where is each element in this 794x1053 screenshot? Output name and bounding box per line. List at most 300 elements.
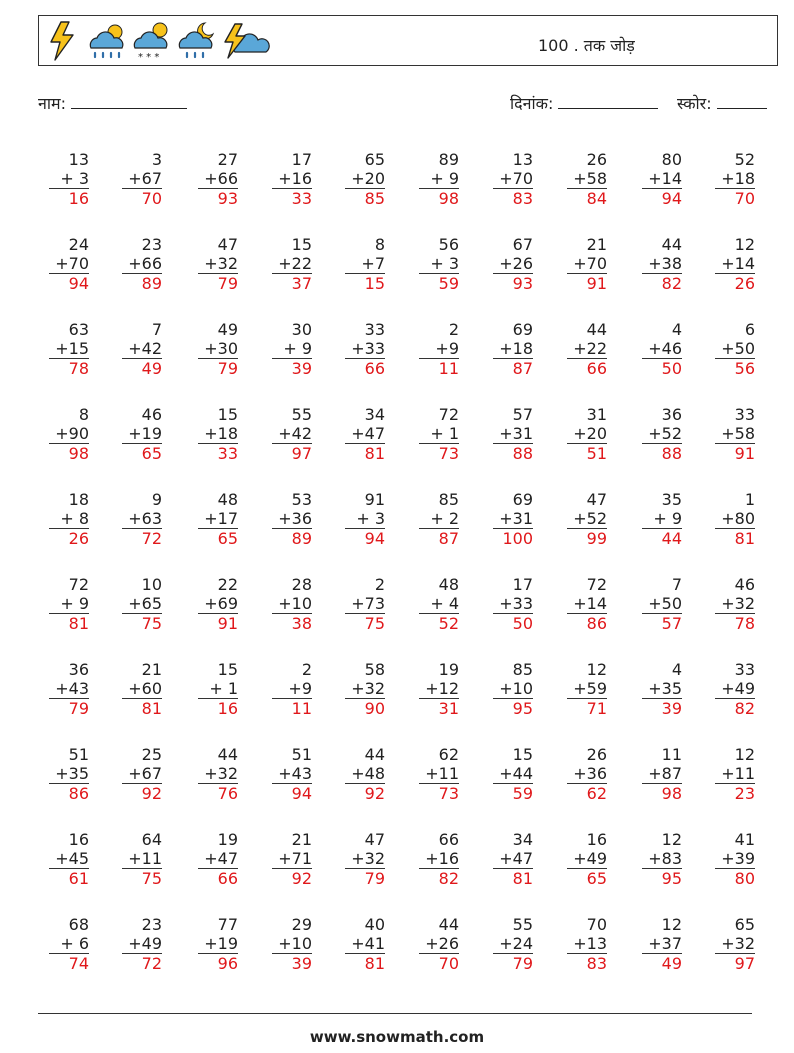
addend-bottom: +73 <box>351 594 385 613</box>
answer[interactable]: 79 <box>493 953 533 973</box>
addend-bottom: + 9 <box>60 594 89 613</box>
score-label: स्कोर: <box>677 94 712 113</box>
addend-top: 47 <box>217 235 238 254</box>
answer[interactable]: 33 <box>272 188 312 208</box>
addend-bottom: +11 <box>128 849 162 868</box>
answer[interactable]: 94 <box>49 273 89 293</box>
addend-bottom: +39 <box>721 849 755 868</box>
addend-bottom: +9 <box>435 339 459 358</box>
addend-top: 77 <box>217 915 238 934</box>
addend-top: 51 <box>291 745 312 764</box>
answer[interactable]: 50 <box>493 613 533 633</box>
addend-bottom: +30 <box>204 339 238 358</box>
addend-bottom: +26 <box>425 934 459 953</box>
answer[interactable]: 86 <box>49 783 89 803</box>
addend-bottom: +70 <box>573 254 607 273</box>
answer[interactable]: 79 <box>345 868 385 888</box>
addition-problem <box>715 745 755 803</box>
addend-bottom: +63 <box>128 509 162 528</box>
answer[interactable]: 81 <box>715 528 755 548</box>
addition-problem <box>567 150 607 208</box>
addend-top: 51 <box>68 745 89 764</box>
addend-bottom: +32 <box>204 254 238 273</box>
addend-top: 23 <box>141 235 162 254</box>
answer[interactable]: 26 <box>715 273 755 293</box>
addend-top: 33 <box>734 405 755 424</box>
addend-top: 44 <box>438 915 459 934</box>
answer[interactable]: 95 <box>493 698 533 718</box>
addend-bottom: +50 <box>721 339 755 358</box>
answer[interactable]: 73 <box>419 443 459 463</box>
addend-bottom: +15 <box>55 339 89 358</box>
addend-bottom: +67 <box>128 169 162 188</box>
answer[interactable]: 26 <box>49 528 89 548</box>
addition-problem <box>493 150 533 208</box>
addend-top: 16 <box>68 830 89 849</box>
addition-problem <box>419 575 459 633</box>
answer[interactable]: 82 <box>419 868 459 888</box>
addition-problem <box>198 660 238 718</box>
answer[interactable]: 92 <box>122 783 162 803</box>
addition-problem <box>198 745 238 803</box>
addend-bottom: +59 <box>573 679 607 698</box>
addend-bottom: +14 <box>648 169 682 188</box>
addend-bottom: +71 <box>278 849 312 868</box>
answer[interactable]: 11 <box>419 358 459 378</box>
addition-problem <box>198 575 238 633</box>
answer[interactable]: 82 <box>715 698 755 718</box>
name-label: नाम: <box>38 94 66 113</box>
addend-bottom: +90 <box>55 424 89 443</box>
addend-bottom: +67 <box>128 764 162 783</box>
answer[interactable]: 61 <box>49 868 89 888</box>
addend-bottom: +46 <box>648 339 682 358</box>
addend-top: 40 <box>364 915 385 934</box>
answer[interactable]: 75 <box>345 613 385 633</box>
addend-bottom: + 3 <box>430 254 459 273</box>
addend-top: 18 <box>68 490 89 509</box>
addend-top: 21 <box>586 235 607 254</box>
addition-problem <box>493 235 533 293</box>
addend-bottom: +20 <box>351 169 385 188</box>
answer[interactable]: 70 <box>122 188 162 208</box>
addition-problem <box>715 490 755 548</box>
answer[interactable]: 91 <box>715 443 755 463</box>
answer[interactable]: 94 <box>345 528 385 548</box>
addend-top: 72 <box>586 575 607 594</box>
answer[interactable]: 79 <box>198 273 238 293</box>
addend-top: 85 <box>512 660 533 679</box>
answer[interactable]: 65 <box>198 528 238 548</box>
addend-top: 29 <box>291 915 312 934</box>
addend-top: 64 <box>141 830 162 849</box>
answer[interactable]: 88 <box>642 443 682 463</box>
addend-top: 10 <box>141 575 162 594</box>
answer[interactable]: 86 <box>567 613 607 633</box>
answer[interactable]: 78 <box>715 613 755 633</box>
addend-top: 7 <box>671 575 682 594</box>
answer[interactable]: 79 <box>198 358 238 378</box>
answer[interactable]: 98 <box>642 783 682 803</box>
addend-bottom: +26 <box>499 254 533 273</box>
addend-bottom: +48 <box>351 764 385 783</box>
addend-top: 34 <box>512 830 533 849</box>
addend-top: 47 <box>364 830 385 849</box>
addition-problem <box>272 150 312 208</box>
addend-top: 72 <box>68 575 89 594</box>
addend-top: 47 <box>586 490 607 509</box>
answer[interactable]: 70 <box>715 188 755 208</box>
answer[interactable]: 71 <box>567 698 607 718</box>
answer[interactable]: 94 <box>272 783 312 803</box>
addend-top: 91 <box>364 490 385 509</box>
addition-problem <box>198 320 238 378</box>
answer[interactable]: 16 <box>198 698 238 718</box>
answer[interactable]: 93 <box>198 188 238 208</box>
answer[interactable]: 56 <box>715 358 755 378</box>
addend-bottom: +16 <box>278 169 312 188</box>
addend-top: 53 <box>291 490 312 509</box>
addend-bottom: +49 <box>573 849 607 868</box>
answer[interactable]: 82 <box>642 273 682 293</box>
answer[interactable]: 59 <box>493 783 533 803</box>
addend-top: 66 <box>438 830 459 849</box>
addend-top: 44 <box>364 745 385 764</box>
addition-problem <box>493 320 533 378</box>
answer[interactable]: 90 <box>345 698 385 718</box>
addend-bottom: +20 <box>573 424 607 443</box>
addend-top: 15 <box>291 235 312 254</box>
addend-top: 44 <box>661 235 682 254</box>
addition-problem <box>272 320 312 378</box>
addition-problem <box>122 320 162 378</box>
answer[interactable]: 96 <box>198 953 238 973</box>
addend-top: 25 <box>141 745 162 764</box>
addend-top: 70 <box>586 915 607 934</box>
addition-problem <box>493 660 533 718</box>
answer[interactable]: 87 <box>493 358 533 378</box>
answer[interactable]: 72 <box>122 528 162 548</box>
addend-bottom: +69 <box>204 594 238 613</box>
addend-top: 21 <box>141 660 162 679</box>
addition-problem <box>122 235 162 293</box>
answer[interactable]: 87 <box>419 528 459 548</box>
addend-top: 67 <box>512 235 533 254</box>
addend-top: 17 <box>291 150 312 169</box>
addend-top: 3 <box>151 150 162 169</box>
addend-bottom: +52 <box>573 509 607 528</box>
answer[interactable]: 92 <box>272 868 312 888</box>
addend-bottom: +24 <box>499 934 533 953</box>
addend-bottom: +14 <box>721 254 755 273</box>
addend-top: 12 <box>661 830 682 849</box>
addition-problem <box>122 830 162 888</box>
addend-bottom: + 1 <box>209 679 238 698</box>
addend-bottom: + 8 <box>60 509 89 528</box>
addend-bottom: +47 <box>204 849 238 868</box>
addend-bottom: +66 <box>128 254 162 273</box>
addend-top: 26 <box>586 150 607 169</box>
addition-problem <box>198 405 238 463</box>
addition-problem <box>345 490 385 548</box>
answer[interactable]: 92 <box>345 783 385 803</box>
addend-bottom: +13 <box>573 934 607 953</box>
addend-bottom: +42 <box>278 424 312 443</box>
answer[interactable]: 74 <box>49 953 89 973</box>
addend-top: 27 <box>217 150 238 169</box>
answer[interactable]: 65 <box>122 443 162 463</box>
addition-problem <box>272 915 312 973</box>
addend-bottom: +32 <box>351 679 385 698</box>
answer[interactable]: 95 <box>642 868 682 888</box>
answer[interactable]: 31 <box>419 698 459 718</box>
answer[interactable]: 81 <box>493 868 533 888</box>
addition-problem <box>345 660 385 718</box>
answer[interactable]: 98 <box>49 443 89 463</box>
addition-problem <box>272 575 312 633</box>
addend-bottom: + 9 <box>283 339 312 358</box>
worksheet-title: 100 . तक जोड़ <box>538 36 635 55</box>
addition-problem <box>272 490 312 548</box>
answer[interactable]: 75 <box>122 613 162 633</box>
addend-bottom: +49 <box>721 679 755 698</box>
addition-problem <box>49 150 89 208</box>
addend-top: 55 <box>291 405 312 424</box>
answer[interactable]: 37 <box>272 273 312 293</box>
addend-top: 28 <box>291 575 312 594</box>
addend-bottom: + 6 <box>60 934 89 953</box>
addition-problem <box>419 320 459 378</box>
addition-problem <box>272 745 312 803</box>
answer[interactable]: 66 <box>198 868 238 888</box>
answer[interactable]: 98 <box>419 188 459 208</box>
addition-problem <box>419 490 459 548</box>
addend-top: 15 <box>217 660 238 679</box>
addition-problem <box>272 660 312 718</box>
addition-problem <box>345 575 385 633</box>
addition-problem <box>272 405 312 463</box>
addend-bottom: +31 <box>499 424 533 443</box>
addition-problem <box>122 575 162 633</box>
answer[interactable]: 44 <box>642 528 682 548</box>
addend-bottom: +70 <box>499 169 533 188</box>
answer[interactable]: 23 <box>715 783 755 803</box>
answer[interactable]: 75 <box>122 868 162 888</box>
addition-problem <box>49 235 89 293</box>
addend-top: 63 <box>68 320 89 339</box>
addend-top: 8 <box>374 235 385 254</box>
addition-problem <box>272 830 312 888</box>
answer[interactable]: 81 <box>122 698 162 718</box>
answer[interactable]: 65 <box>567 868 607 888</box>
answer[interactable]: 91 <box>567 273 607 293</box>
addend-bottom: + 3 <box>356 509 385 528</box>
addition-problem <box>345 830 385 888</box>
answer[interactable]: 51 <box>567 443 607 463</box>
addend-bottom: +50 <box>648 594 682 613</box>
addend-bottom: +49 <box>128 934 162 953</box>
answer[interactable]: 83 <box>493 188 533 208</box>
addend-top: 69 <box>512 490 533 509</box>
answer[interactable]: 76 <box>198 783 238 803</box>
addend-top: 12 <box>734 235 755 254</box>
addend-bottom: +37 <box>648 934 682 953</box>
answer[interactable]: 83 <box>567 953 607 973</box>
addend-bottom: +11 <box>425 764 459 783</box>
addition-problem <box>493 405 533 463</box>
addend-top: 41 <box>734 830 755 849</box>
addend-bottom: +32 <box>721 594 755 613</box>
answer[interactable]: 89 <box>272 528 312 548</box>
addend-top: 65 <box>364 150 385 169</box>
addend-top: 48 <box>438 575 459 594</box>
addition-problem <box>49 405 89 463</box>
answer[interactable]: 73 <box>419 783 459 803</box>
addition-problem <box>642 405 682 463</box>
answer[interactable]: 85 <box>345 188 385 208</box>
answer[interactable]: 81 <box>345 443 385 463</box>
addend-bottom: +32 <box>721 934 755 953</box>
answer[interactable]: 78 <box>49 358 89 378</box>
addend-top: 26 <box>586 745 607 764</box>
addend-top: 55 <box>512 915 533 934</box>
footer-site: www.snowmath.com <box>309 1028 485 1046</box>
addition-problem <box>345 405 385 463</box>
addend-top: 30 <box>291 320 312 339</box>
addition-problem <box>715 405 755 463</box>
answer[interactable]: 70 <box>419 953 459 973</box>
addend-bottom: +43 <box>278 764 312 783</box>
addend-top: 15 <box>217 405 238 424</box>
addition-problem <box>419 405 459 463</box>
addend-bottom: +35 <box>648 679 682 698</box>
addend-bottom: + 3 <box>60 169 89 188</box>
answer[interactable]: 39 <box>272 358 312 378</box>
addition-problem <box>642 150 682 208</box>
addition-problem <box>198 915 238 973</box>
answer[interactable]: 81 <box>345 953 385 973</box>
addition-problem <box>567 405 607 463</box>
addition-problem <box>198 830 238 888</box>
addition-problem <box>122 150 162 208</box>
addend-bottom: +14 <box>573 594 607 613</box>
answer[interactable]: 66 <box>345 358 385 378</box>
addend-bottom: +43 <box>55 679 89 698</box>
addend-top: 36 <box>68 660 89 679</box>
addition-problem <box>715 150 755 208</box>
addition-problem <box>715 830 755 888</box>
addition-problem <box>642 320 682 378</box>
addition-problem <box>345 150 385 208</box>
answer[interactable]: 93 <box>493 273 533 293</box>
addend-bottom: +47 <box>499 849 533 868</box>
answer[interactable]: 99 <box>567 528 607 548</box>
answer[interactable]: 11 <box>272 698 312 718</box>
addition-problem <box>345 915 385 973</box>
addition-problem <box>567 830 607 888</box>
addition-problem <box>715 320 755 378</box>
addend-bottom: +33 <box>499 594 533 613</box>
answer[interactable]: 80 <box>715 868 755 888</box>
answer[interactable]: 89 <box>122 273 162 293</box>
addend-top: 69 <box>512 320 533 339</box>
answer[interactable]: 33 <box>198 443 238 463</box>
addend-bottom: +65 <box>128 594 162 613</box>
addend-top: 1 <box>744 490 755 509</box>
addition-problem <box>567 660 607 718</box>
answer[interactable]: 88 <box>493 443 533 463</box>
answer[interactable]: 57 <box>642 613 682 633</box>
answer[interactable]: 62 <box>567 783 607 803</box>
addend-top: 4 <box>671 660 682 679</box>
addend-bottom: +45 <box>55 849 89 868</box>
answer[interactable]: 97 <box>715 953 755 973</box>
addend-top: 12 <box>734 745 755 764</box>
addition-problem <box>198 490 238 548</box>
addition-problem <box>122 915 162 973</box>
addend-top: 33 <box>364 320 385 339</box>
answer[interactable]: 66 <box>567 358 607 378</box>
answer[interactable]: 72 <box>122 953 162 973</box>
addend-bottom: + 2 <box>430 509 459 528</box>
addend-bottom: +18 <box>204 424 238 443</box>
addend-top: 44 <box>217 745 238 764</box>
addend-bottom: + 9 <box>430 169 459 188</box>
addend-bottom: +44 <box>499 764 533 783</box>
addend-bottom: +52 <box>648 424 682 443</box>
answer[interactable]: 38 <box>272 613 312 633</box>
addend-bottom: +19 <box>128 424 162 443</box>
answer[interactable]: 50 <box>642 358 682 378</box>
addition-problem <box>49 575 89 633</box>
addition-problem <box>122 490 162 548</box>
answer[interactable]: 49 <box>122 358 162 378</box>
addend-top: 13 <box>512 150 533 169</box>
answer[interactable]: 49 <box>642 953 682 973</box>
addend-top: 49 <box>217 320 238 339</box>
addend-top: 13 <box>68 150 89 169</box>
addition-problem <box>715 235 755 293</box>
answer[interactable]: 16 <box>49 188 89 208</box>
addend-top: 72 <box>438 405 459 424</box>
answer[interactable]: 52 <box>419 613 459 633</box>
addition-problem <box>419 235 459 293</box>
addend-top: 23 <box>141 915 162 934</box>
addition-problem <box>567 915 607 973</box>
answer[interactable]: 94 <box>642 188 682 208</box>
answer[interactable]: 39 <box>642 698 682 718</box>
answer[interactable]: 15 <box>345 273 385 293</box>
answer[interactable]: 97 <box>272 443 312 463</box>
addend-bottom: + 4 <box>430 594 459 613</box>
addend-bottom: +33 <box>351 339 385 358</box>
answer[interactable]: 39 <box>272 953 312 973</box>
answer[interactable]: 84 <box>567 188 607 208</box>
addend-bottom: + 1 <box>430 424 459 443</box>
answer[interactable]: 59 <box>419 273 459 293</box>
addition-problem <box>122 405 162 463</box>
addition-problem <box>642 235 682 293</box>
addition-problem <box>49 915 89 973</box>
addition-problem <box>715 660 755 718</box>
addend-bottom: +18 <box>499 339 533 358</box>
addend-bottom: +11 <box>721 764 755 783</box>
addition-problem <box>419 660 459 718</box>
answer[interactable]: 100 <box>493 528 533 548</box>
answer[interactable]: 91 <box>198 613 238 633</box>
answer[interactable]: 79 <box>49 698 89 718</box>
answer[interactable]: 81 <box>49 613 89 633</box>
